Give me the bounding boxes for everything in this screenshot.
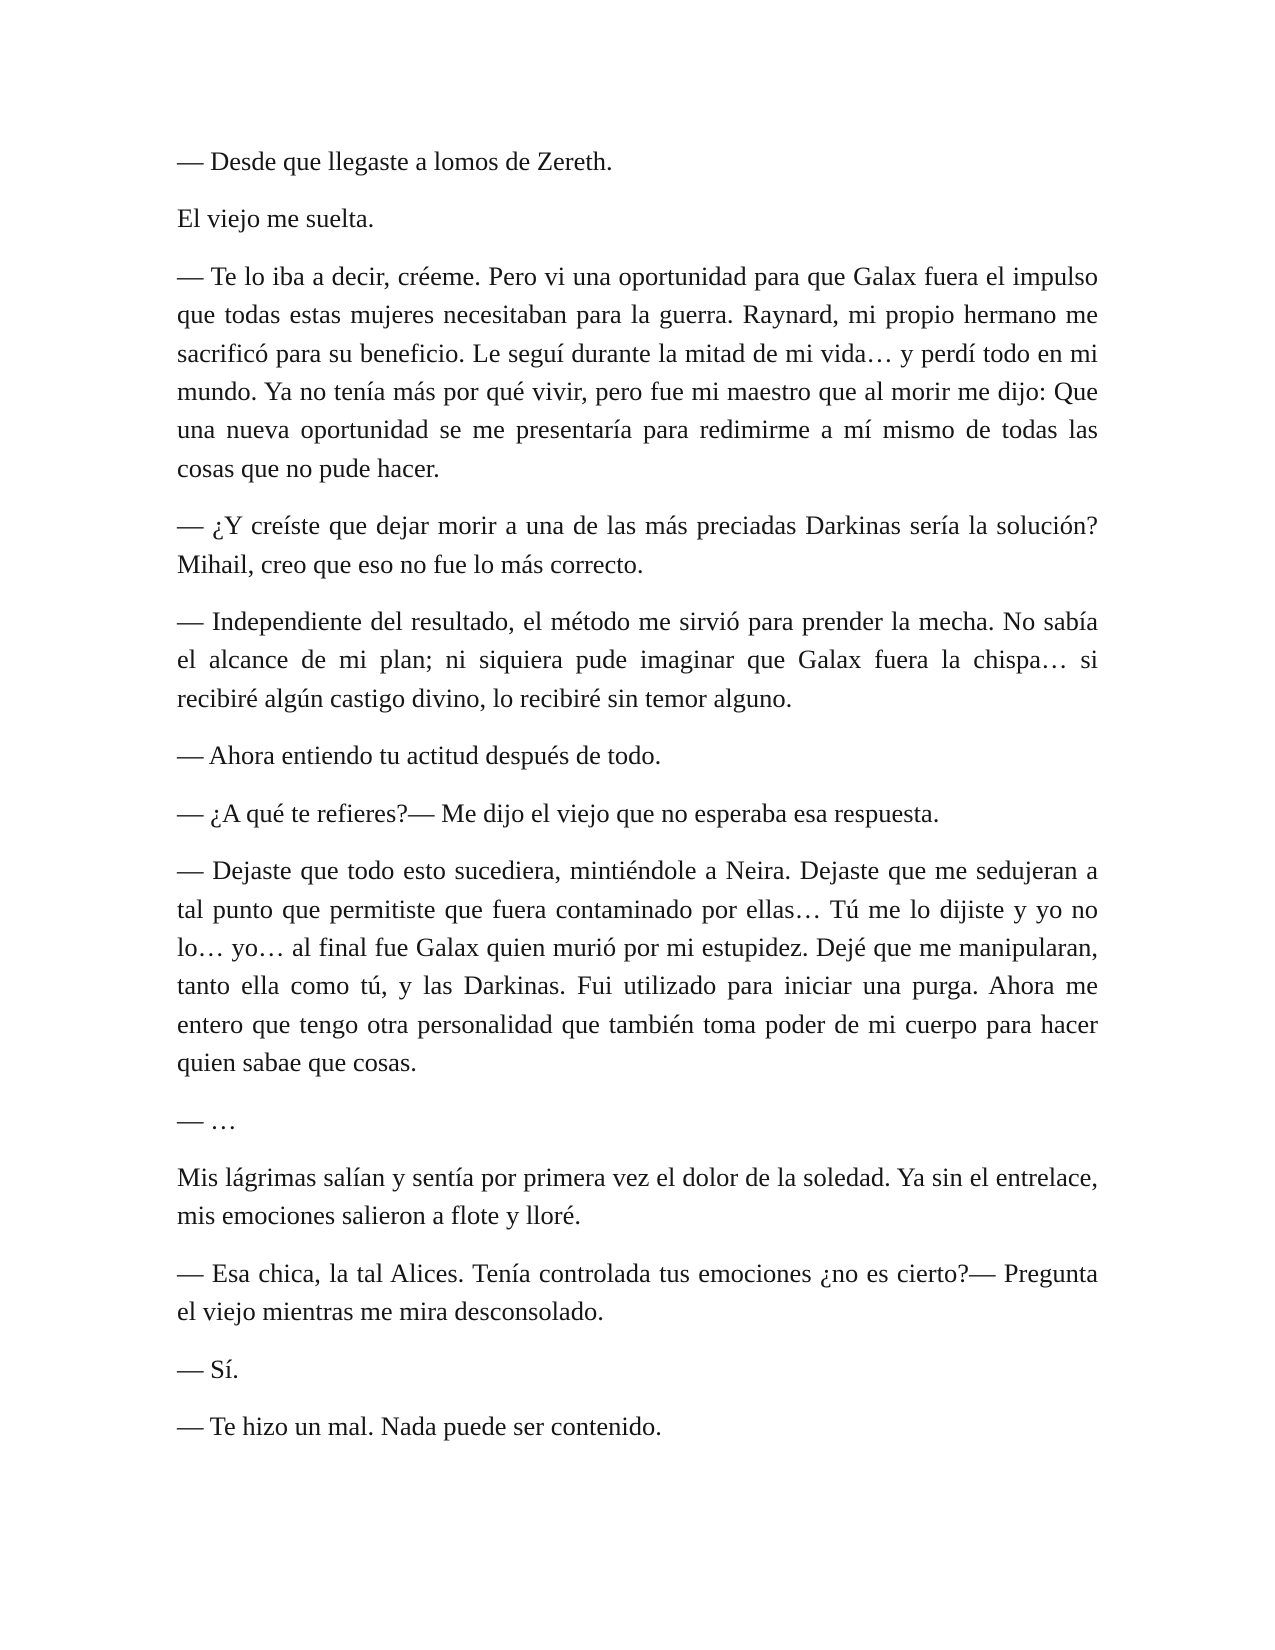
paragraph: — Esa chica, la tal Alices. Tenía controlada tus emociones ¿no es cierto?— Pregunta el viejo mientras me mira desconsolado. — [177, 1257, 1098, 1327]
paragraph: — … — [177, 1104, 237, 1135]
paragraph: — Sí. — [177, 1353, 239, 1384]
paragraph: — ¿Y creíste que dejar morir a una de las más preciadas Darkinas sería la solución? Mihail, creo que eso no fue lo más correcto. — [177, 510, 1098, 579]
paragraph: — Independiente del resultado, el método me sirvió para prender la mecha. No sabía el alcance de mi plan; ni siquiera pude imaginar que Galax fuera la chispa… si recibiré algún castigo divino, lo recibiré sin temor alguno. — [177, 606, 1098, 713]
paragraph: — Te hizo un mal. Nada puede ser contenido. — [177, 1410, 662, 1441]
paragraph: Mis lágrimas salían y sentía por primera vez el dolor de la soledad. Ya sin el entrelace, mis emociones salieron a flote y lloré. — [177, 1161, 1098, 1231]
paragraph: — Desde que llegaste a lomos de Zereth. — [177, 146, 613, 176]
paragraph: — Ahora entiendo tu actitud después de todo. — [177, 740, 662, 771]
paragraph: — Dejaste que todo esto sucediera, mintiéndole a Neira. Dejaste que me sedujeran a tal punto que permitiste que fuera contaminado por ellas… Tú me lo dijiste y yo no lo… yo… al final fue Galax quien murió por mi estupidez. Dejé que me manipularan, tanto ella como tú, y las Darkinas. Fui utilizado para iniciar una purga. Ahora me entero que tengo otra personalidad que también toma poder de mi cuerpo para hacer quien sabae que cosas. — [177, 855, 1098, 1078]
paragraph: El viejo me suelta. — [177, 203, 375, 234]
paragraph: — Te lo iba a decir, créeme. Pero vi una oportunidad para que Galax fuera el impulso que todas estas mujeres necesitaban para la guerra. Raynard, mi propio hermano me sacrificó para su beneficio. Le seguí durante la mitad de mi vida… y perdí todo en mi mundo. Ya no tenía más por qué vivir, pero fue mi maestro que al morir me dijo: Que una nueva oportunidad se me presentaría para redimirme a mí mismo de todas las cosas que no pude hacer. — [177, 260, 1098, 483]
paragraph: — ¿A qué te refieres?— Me dijo el viejo que no esperaba esa respuesta. — [177, 797, 940, 828]
document-page — [177, 142, 1098, 1464]
